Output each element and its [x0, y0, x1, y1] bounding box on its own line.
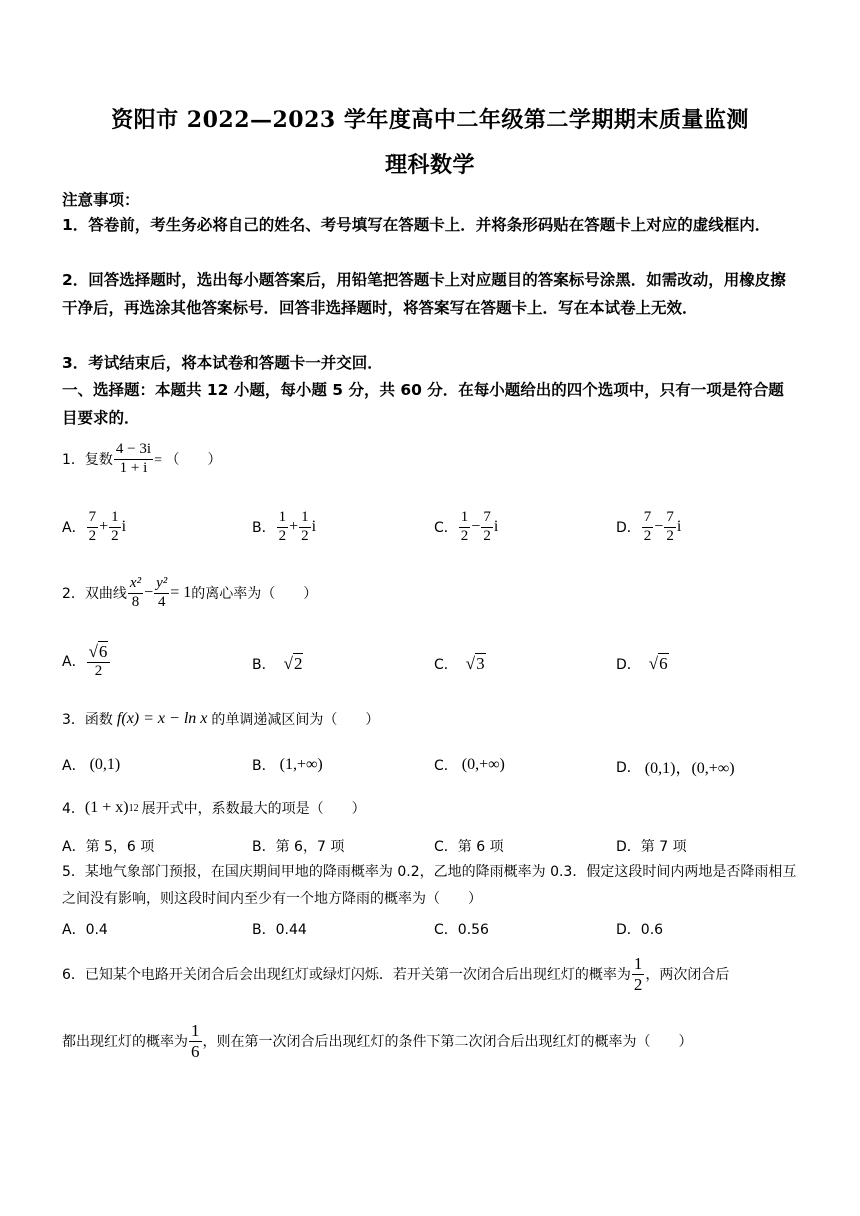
page-title: 资阳市 2022—2023 学年度高中二年级第二学期期末质量监测: [111, 107, 749, 133]
option-value: (0,1)，(0,+∞): [644, 760, 735, 777]
q6-fraction-1: [632, 955, 645, 994]
q4-exponent: 12: [128, 802, 139, 814]
radicand: 3: [476, 654, 485, 673]
question-2: [62, 576, 317, 611]
option-label: D．: [616, 839, 641, 855]
option-value: 第 6 项: [457, 839, 504, 855]
option-fraction-2: [481, 510, 493, 545]
q4-option-a[interactable]: [62, 836, 154, 856]
q4-suffix: 展开式中，系数最大的项是（ ）: [141, 801, 366, 817]
q6-text-2: ，两次闭合后: [645, 967, 730, 984]
notice-item-2: 2．回答选择题时，选出每小题答案后，用铅笔把答题卡上对应题目的答案标号涂黑．如需改动，用橡皮擦干净后，再选涂其他答案标号．回答非选择题时，将答案写在答题卡上．写在本试卷上无效．: [62, 271, 786, 317]
option-label: C．: [434, 520, 458, 537]
option-fraction: [87, 643, 111, 680]
q2-option-b[interactable]: [252, 654, 303, 674]
q1-fraction: [114, 442, 153, 477]
q1-option-c[interactable]: [434, 510, 498, 545]
q3-expression: f(x) = x − ln x: [116, 710, 208, 727]
option-label: B．: [252, 839, 276, 855]
q2-operator: −: [144, 584, 154, 602]
option-label: B．: [252, 520, 276, 537]
option-value: 第 7 项: [640, 839, 687, 855]
option-value: 0.6: [640, 922, 664, 938]
sqrt-expression: √3: [465, 654, 485, 673]
option-value: (1,+∞): [279, 756, 323, 773]
q2-suffix: 的离心率为（ ）: [191, 586, 318, 603]
option-imag-unit: i: [676, 518, 682, 536]
option-fraction-2: [664, 510, 676, 545]
q5-option-b[interactable]: [252, 919, 307, 939]
denominator: 2: [460, 527, 469, 544]
q5-option-c[interactable]: [434, 919, 489, 939]
q4-option-b[interactable]: [252, 836, 344, 856]
numerator: 1: [277, 510, 289, 528]
q2-prefix: 2．双曲线: [62, 586, 127, 603]
q3-option-a[interactable]: [62, 755, 120, 775]
numerator: 1: [109, 510, 121, 528]
denominator: 2: [94, 662, 103, 679]
option-label: C．: [434, 758, 458, 774]
option-label: D．: [616, 922, 641, 938]
q6-fraction-2: [189, 1022, 202, 1061]
option-imag-unit: i: [121, 518, 127, 536]
sqrt-expression: √6: [87, 643, 111, 663]
denominator: 6: [191, 1041, 200, 1061]
option-label: D．: [616, 520, 641, 537]
option-value: 0.4: [85, 922, 108, 938]
notice-item-1: 1．答卷前，考生务必将自己的姓名、考号填写在答题卡上．并将条形码贴在答题卡上对应的虚线框内．: [62, 216, 771, 234]
q1-numerator: 4 − 3i: [114, 442, 153, 460]
option-value: 第 6，7 项: [275, 839, 345, 855]
q2-equals: = 1: [170, 584, 192, 602]
numerator: y²: [154, 576, 169, 594]
numerator: 1: [191, 1021, 200, 1040]
q4-base: (1 + x): [84, 799, 129, 816]
option-fraction-2: [109, 510, 121, 545]
q4-option-c[interactable]: [434, 836, 504, 856]
denominator: 2: [643, 527, 652, 544]
q1-denominator: 1 + i: [119, 459, 148, 476]
option-label: A．: [62, 520, 86, 537]
question-6-line-1: [62, 955, 729, 994]
option-label: A．: [62, 922, 86, 938]
option-fraction-2: [299, 510, 311, 545]
q6-text-4: ，则在第一次闭合后出现红灯的条件下第二次闭合后出现红灯的概率为（ ）: [202, 1034, 693, 1051]
q4-option-d[interactable]: [616, 836, 687, 856]
option-imag-unit: i: [493, 518, 499, 536]
q1-suffix: = （ ）: [154, 453, 222, 469]
option-fraction-1: [277, 510, 289, 545]
option-label: B．: [252, 922, 276, 938]
option-fraction-1: [87, 510, 99, 545]
q1-option-d[interactable]: [616, 510, 681, 545]
q1-option-a[interactable]: [62, 510, 126, 545]
denominator: 2: [278, 527, 287, 544]
q1-option-b[interactable]: [252, 510, 316, 545]
denominator: 4: [157, 593, 166, 610]
denominator: 2: [483, 527, 491, 544]
option-label: D．: [616, 759, 641, 776]
sqrt-expression: √6: [648, 654, 668, 673]
q2-option-a[interactable]: [62, 643, 111, 680]
option-fraction-1: [459, 510, 471, 545]
option-imag-unit: i: [311, 518, 317, 536]
numerator: 7: [87, 510, 99, 528]
q2-option-d[interactable]: [616, 654, 669, 674]
option-operator: +: [99, 518, 109, 536]
notice-heading: 注意事项：: [62, 191, 140, 209]
page-subtitle: 理科数学: [384, 152, 475, 178]
q3-option-d[interactable]: [616, 755, 735, 778]
q2-fraction-1: [128, 576, 143, 611]
option-label: B．: [252, 657, 276, 673]
denominator: 2: [301, 527, 309, 544]
option-operator: −: [471, 518, 481, 536]
question-6-line-2: [62, 1022, 693, 1061]
option-label: A．: [62, 758, 86, 774]
option-value: 0.44: [275, 922, 307, 938]
option-value: 第 5，6 项: [85, 839, 155, 855]
option-label: C．: [434, 657, 458, 673]
question-1: [62, 442, 221, 477]
numerator: 7: [642, 510, 654, 528]
numerator: 1: [633, 954, 643, 973]
denominator: 2: [633, 974, 643, 994]
notice-item-3: 3．考试结束后，将本试卷和答题卡一并交回．: [62, 354, 383, 372]
option-fraction-1: [642, 510, 654, 545]
denominator: 8: [131, 593, 140, 610]
q6-text-3: 都出现红灯的概率为: [62, 1034, 188, 1051]
q3-suffix: 的单调递减区间为（ ）: [211, 712, 380, 728]
option-value: (0,+∞): [461, 756, 505, 773]
option-label: C．: [434, 839, 458, 855]
option-label: A．: [62, 654, 86, 671]
sqrt-expression: √2: [283, 654, 303, 673]
q3-option-c[interactable]: [434, 755, 505, 775]
denominator: 2: [88, 527, 97, 544]
option-label: D．: [616, 657, 641, 673]
question-5: 5．某地气象部门预报，在国庆期间甲地的降雨概率为 0.2，乙地的降雨概率为 0.3．假定这段时间内两地是否降雨相互之间没有影响，则这段时间内至少有一个地方降雨的概率为（ ）: [62, 864, 797, 907]
section-heading: 一、选择题：本题共 12 小题，每小题 5 分，共 60 分．在每小题给出的四个选项中，只有一项是符合题目要求的．: [62, 381, 784, 427]
q1-prefix: 1．复数: [62, 452, 113, 469]
denominator: 2: [111, 527, 119, 544]
numerator: 1: [299, 510, 311, 528]
q3-prefix: 3．函数: [62, 712, 113, 728]
question-3: [62, 709, 379, 729]
option-label: C．: [434, 922, 458, 938]
q2-option-c[interactable]: [434, 654, 486, 674]
option-label: A．: [62, 839, 86, 855]
radicand: 6: [98, 642, 108, 661]
q2-fraction-2: [154, 576, 169, 611]
option-operator: +: [289, 518, 299, 536]
numerator: 7: [481, 510, 493, 528]
q5-option-a[interactable]: [62, 919, 108, 939]
radicand: 6: [659, 654, 668, 673]
q5-option-d[interactable]: [616, 919, 663, 939]
question-4: [62, 798, 366, 818]
radicand: 2: [293, 654, 303, 673]
numerator: 7: [664, 510, 676, 528]
option-value: (0,1): [89, 756, 121, 773]
numerator: 1: [459, 510, 471, 528]
option-label: B．: [252, 758, 276, 774]
q4-prefix: 4．: [62, 801, 85, 817]
denominator: 2: [666, 527, 674, 544]
q3-option-b[interactable]: [252, 755, 323, 775]
option-operator: −: [654, 518, 664, 536]
numerator: x²: [128, 576, 143, 594]
q6-text-1: 6．已知某个电路开关闭合后会出现红灯或绿灯闪烁．若开关第一次闭合后出现红灯的概率为: [62, 967, 631, 984]
option-value: 0.56: [457, 922, 489, 938]
